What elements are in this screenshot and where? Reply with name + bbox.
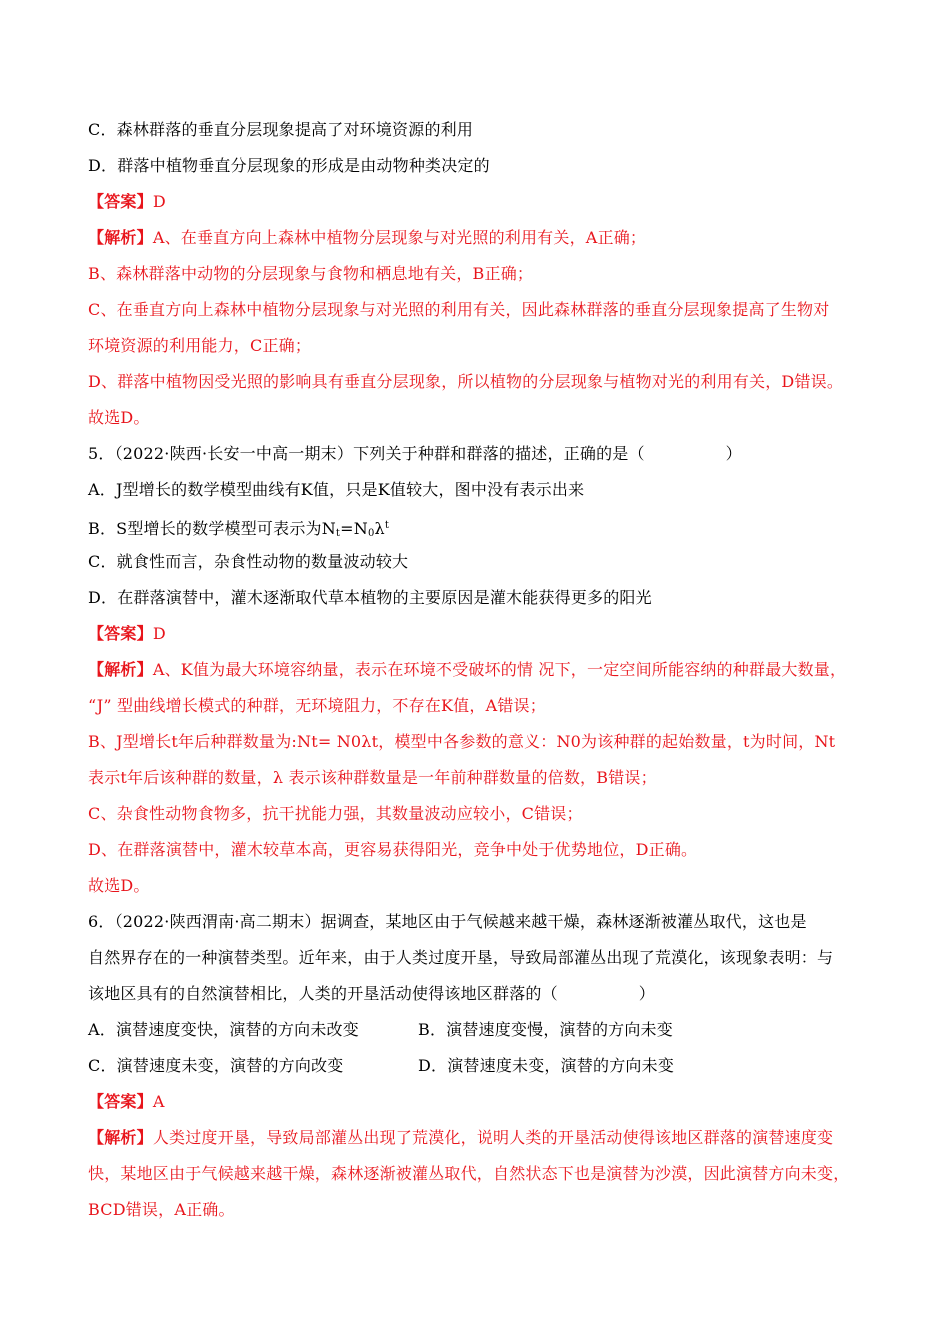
q4-analysis-line bbox=[88, 220, 878, 256]
answer-tag: 【答案】 bbox=[88, 1092, 153, 1111]
q5-analysis-line bbox=[88, 652, 878, 688]
answer-value: D bbox=[152, 192, 166, 211]
q5-analysis-line: 故选D。 bbox=[88, 876, 150, 895]
q6-analysis-line: BCD错误，A正确。 bbox=[88, 1200, 235, 1219]
q6-option-b: B．演替速度变慢，演替的方向未变 bbox=[418, 1020, 673, 1039]
answer-value: D bbox=[152, 624, 166, 643]
q4-option-c: C．森林群落的垂直分层现象提高了对环境资源的利用 bbox=[88, 120, 474, 139]
q5-option-b bbox=[88, 508, 878, 544]
q6-stem-line: 该地区具有的自然演替相比，人类的开垦活动使得该地区群落的（ ） bbox=[88, 984, 656, 1003]
q5-answer bbox=[88, 616, 878, 652]
q6-answer bbox=[88, 1084, 878, 1120]
q5-option-b-mid: =N bbox=[340, 519, 368, 538]
q6-option-d: D．演替速度未变，演替的方向未变 bbox=[418, 1056, 675, 1075]
q5-option-b-sub-t: t bbox=[335, 528, 341, 539]
q5-stem: 5．（2022·陕西·长安一中高一期末）下列关于种群和群落的描述，正确的是（ ） bbox=[88, 444, 742, 463]
analysis-text: 人类过度开垦，导致局部灌丛出现了荒漠化，说明人类的开垦活动使得该地区群落的演替速度变 bbox=[152, 1128, 834, 1147]
answer-value: A bbox=[152, 1092, 165, 1111]
q5-option-c: C．就食性而言，杂食性动物的数量波动较大 bbox=[88, 552, 409, 571]
q5-analysis-line: “J” 型曲线增长模式的种群，无环境阻力，不存在K值，A错误； bbox=[88, 696, 546, 715]
q5-option-b-sub-0: 0 bbox=[367, 528, 375, 539]
document-page bbox=[88, 112, 878, 1228]
q6-stem-line: 6．（2022·陕西渭南·高二期末）据调查，某地区由于气候越来越干燥，森林逐渐被灌丛取代，这也是 bbox=[88, 912, 807, 931]
q4-analysis-line: 环境资源的利用能力，C正确； bbox=[88, 336, 312, 355]
q4-analysis-line: 故选D。 bbox=[88, 408, 150, 427]
analysis-text: A、在垂直方向上森林中植物分层现象与对光照的利用有关，A正确； bbox=[152, 228, 647, 247]
q5-option-a: A．J型增长的数学模型曲线有K值，只是K值较大，图中没有表示出来 bbox=[88, 480, 585, 499]
q6-analysis-line bbox=[88, 1120, 878, 1156]
q5-option-b-lambda: λ bbox=[374, 519, 385, 538]
q5-analysis-line: D、在群落演替中，灌木较草本高，更容易获得阳光，竞争中处于优势地位，D正确。 bbox=[88, 840, 698, 859]
q4-answer bbox=[88, 184, 878, 220]
q6-options-row-1 bbox=[88, 1012, 878, 1048]
q5-option-b-sup-t: t bbox=[384, 520, 390, 531]
q6-stem-line: 自然界存在的一种演替类型。近年来，由于人类过度开垦，导致局部灌丛出现了荒漠化，该现象表明：与 bbox=[88, 948, 834, 967]
q5-analysis-line: B、J型增长t年后种群数量为:Nt= N0λt，模型中各参数的意义：N0为该种群的起始数量，t为时间，Nt bbox=[88, 732, 836, 751]
q4-analysis-line: D、群落中植物因受光照的影响具有垂直分层现象，所以植物的分层现象与植物对光的利用有关，D错误。 bbox=[88, 372, 844, 391]
q4-analysis-line: B、森林群落中动物的分层现象与食物和栖息地有关，B正确； bbox=[88, 264, 534, 283]
q5-option-d: D．在群落演替中，灌木逐渐取代草本植物的主要原因是灌木能获得更多的阳光 bbox=[88, 588, 652, 607]
analysis-text: A、K值为最大环境容纳量，表示在环境不受破坏的情 况下，一定空间所能容纳的种群最大数量， bbox=[152, 660, 847, 679]
analysis-tag: 【解析】 bbox=[88, 1128, 153, 1147]
q6-analysis-line: 快，某地区由于气候越来越干燥，森林逐渐被灌丛取代，自然状态下也是演替为沙漠，因此演替方向未变， bbox=[88, 1164, 850, 1183]
q6-options-row-2 bbox=[88, 1048, 878, 1084]
q5-option-b-prefix: B．S型增长的数学模型可表示为N bbox=[88, 519, 336, 538]
q5-analysis-line: C、杂食性动物食物多，抗干扰能力强，其数量波动应较小，C错误； bbox=[88, 804, 583, 823]
analysis-tag: 【解析】 bbox=[88, 228, 153, 247]
q4-analysis-line: C、在垂直方向上森林中植物分层现象与对光照的利用有关，因此森林群落的垂直分层现象提高了生物对 bbox=[88, 300, 830, 319]
q6-option-c: C．演替速度未变，演替的方向改变 bbox=[88, 1056, 344, 1075]
q6-option-a: A．演替速度变快，演替的方向未改变 bbox=[88, 1020, 359, 1039]
answer-tag: 【答案】 bbox=[88, 624, 153, 643]
q5-analysis-line: 表示t年后该种群的数量，λ 表示该种群数量是一年前种群数量的倍数，B错误； bbox=[88, 768, 657, 787]
answer-tag: 【答案】 bbox=[88, 192, 153, 211]
q4-option-d: D．群落中植物垂直分层现象的形成是由动物种类决定的 bbox=[88, 156, 490, 175]
analysis-tag: 【解析】 bbox=[88, 660, 153, 679]
